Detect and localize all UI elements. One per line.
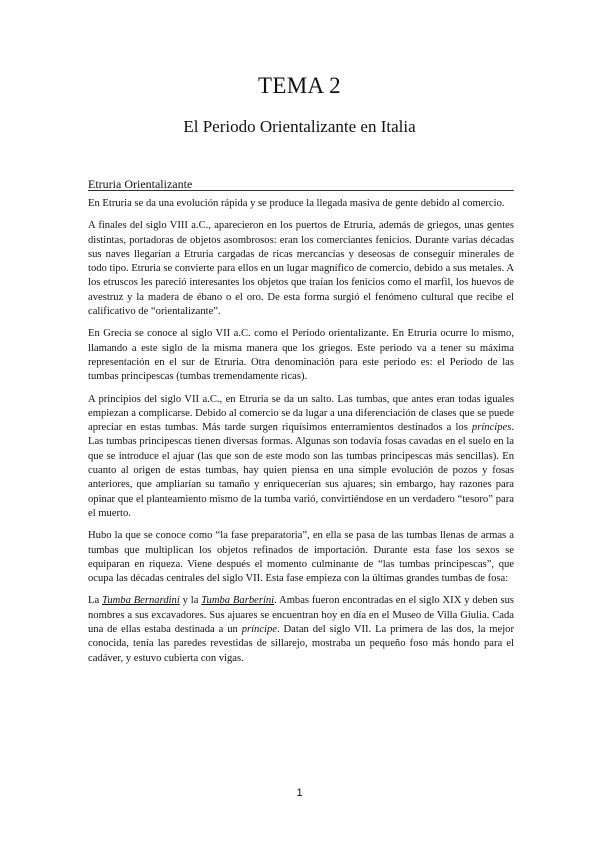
page-subtitle: El Periodo Orientalizante en Italia [183,117,416,136]
section-divider [88,190,514,191]
paragraph-2: A finales del siglo VIII a.C., aparecieron en los puertos de Etruria, además de griegos, unas gentes distintas, portadoras de objetos asombrosos: eran los comerciantes fenicios. Durante varias décadas sus naves llegarían a Etruria cargadas de ricas mercancías y deseosas de conseguir minerales de todo tipo. Etruria se convierte para ellos en un lugar magnífico de comercio, debido a sus metales. A los etruscos les pareció interesantes los objetos que traían los fenicios como el marfil, los huevos de avestruz y la madera de ébano o el oro. De esta forma surgió el fenómeno cultural que recibe el calificativo de “orientalizante”. [88,220,514,318]
paragraph-5: Hubo la que se conoce como “la fase preparatoria”, en ella se pasa de las tumbas llenas de armas a tumbas que multiplican los objetos refinados de importación. Durante esta fase los sexos se equiparan en riqueza. Viene después el momento culminante de “las tumbas principescas”, que ocupa las décadas centrales del siglo VII. Esta fase empieza con la últimas grandes tumbas de fosa: [88,530,514,585]
paragraph-4-text-b: . Las tumbas principescas tienen diversas formas. Algunas son todavía fosas cavadas en el suelo en la que se introduce el ajuar (las que son de este modo son las tumbas principescas más sencillas). En cuanto al origen de estas tumbas, hay quien piensa en una simple evolución de pozos y fosas anteriores, que ampliarían su tamaño y enriquecerían sus ajuares; sin embargo, hay razones para opinar que el planteamiento mismo de la tumba varió, convirtiéndose en un verdadero “tesoro” para el muerto. [88,422,514,519]
paragraph-6-text-a: . Ambas fueron encontradas en el siglo XIX y deben sus nombres a sus excavadores. Sus ajuares se encuentran hoy en día en el Museo de Villa Giulia. Cada una de ellas estaba destinada a un [88,595,514,636]
paragraph-6-text-b: . Datan del siglo VII. La primera de las dos, la mejor conocida, tenía las paredes revestidas de sillarejo, mostraba un pequeño foso más hondo para el cadáver, y estuvo cubierta con vigas. [88,624,514,664]
paragraph-1: En Etruria se da una evolución rápida y se produce la llegada masiva de gente debido al comercio. [88,198,505,209]
paragraph-6 [88,594,514,665]
page-number: 1 [296,787,303,799]
paragraph-4-text-a: A principios del siglo VII a.C., en Etruria se da un salto. Las tumbas, que antes eran todas iguales empiezan a complicarse. Debido al comercio se da lugar a una diferenciación de clases que se puede apreciar en estas tumbas. Más tarde surgen riquísimos enterramientos destinados a los [88,393,514,434]
section-heading: Etruria Orientalizante [88,177,193,191]
paragraph-6-emphasis: príncipe [241,624,277,636]
paragraph-6-y: y la [179,595,202,607]
paragraph-3: En Grecia se conoce al siglo VII a.C. como el Periodo orientalizante. En Etruria ocurre lo mismo, llamando a este siglo de la misma manera que los griegos. Este periodo va a tener su máxima representación en el sur de Etruria. Otra denominación para este periodo es: el Periodo de las tumbas principescas (tumbas tremendamente ricas). [88,328,514,383]
tumba-barberini-ref: Tumba Barberini [201,595,275,607]
tumba-bernardini-ref: Tumba Bernardini [102,595,180,607]
paragraph-4-emphasis: príncipes [471,422,512,434]
paragraph-4 [88,393,514,522]
page-title: TEMA 2 [258,73,341,98]
paragraph-6-la: La [88,595,103,607]
body-text [88,197,514,674]
